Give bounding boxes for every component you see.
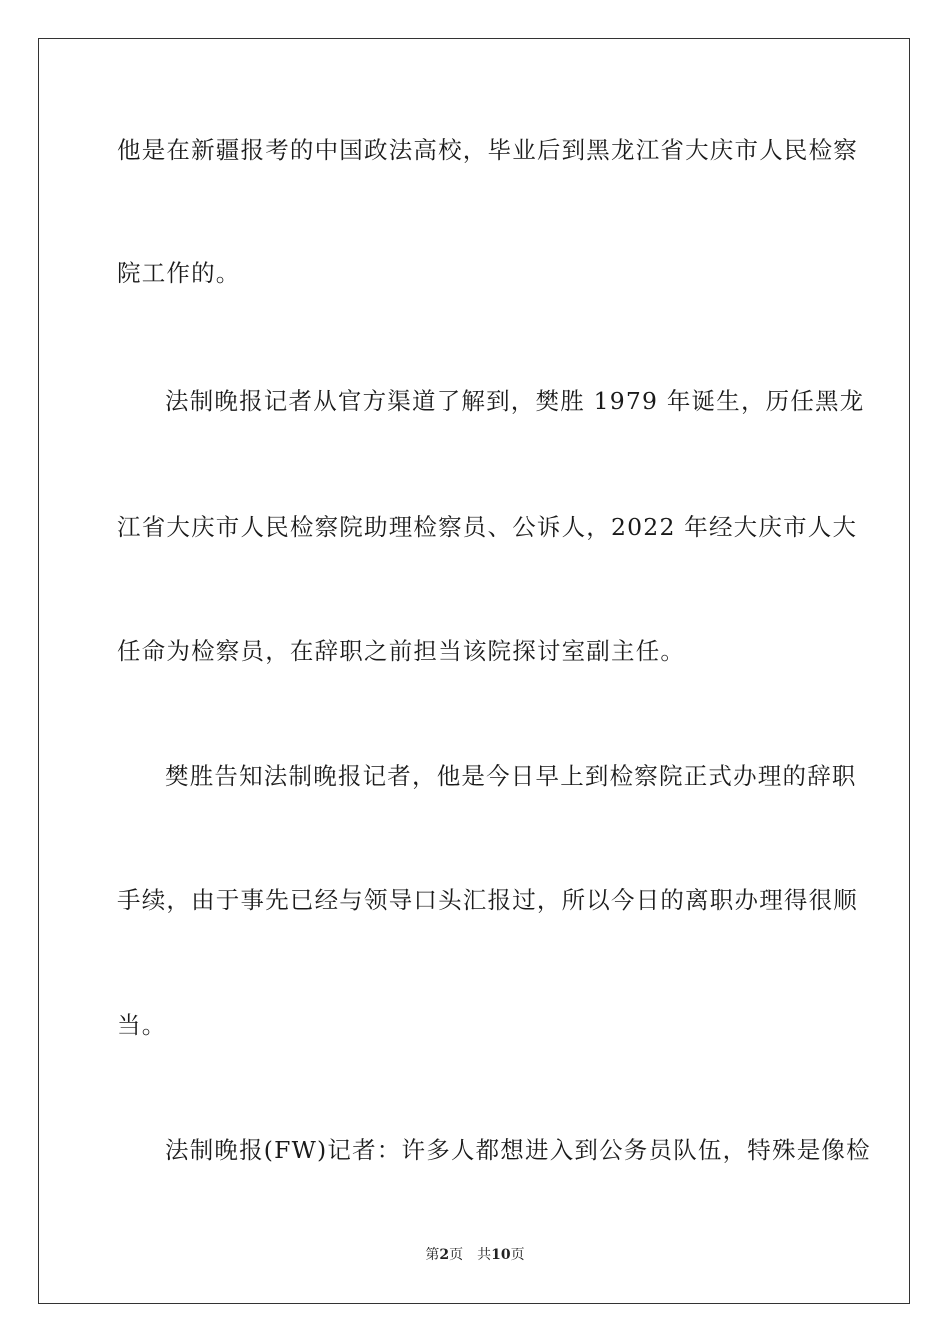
paragraph-2-line-2: 江省大庆市人民检察院助理检察员、公诉人，2022 年经大庆市人大 — [117, 513, 858, 541]
paragraph-2-line-1: 法制晚报记者从官方渠道了解到，樊胜 1979 年诞生，历任黑龙 — [165, 387, 865, 415]
footer-total-suffix: 页 — [510, 1247, 525, 1263]
paragraph-3-line-2: 手续，由于事先已经与领导口头汇报过，所以今日的离职办理得很顺 — [117, 886, 858, 914]
footer-page-prefix: 第 — [425, 1247, 440, 1263]
footer-page-number: 2 — [439, 1247, 450, 1263]
paragraph-3-line-1: 樊胜告知法制晚报记者，他是今日早上到检察院正式办理的辞职 — [165, 762, 857, 790]
footer-total-pages: 10 — [491, 1247, 511, 1263]
page-footer — [0, 1244, 950, 1264]
paragraph-1-line-2: 院工作的。 — [117, 259, 241, 287]
paragraph-2-line-3: 任命为检察员，在辞职之前担当该院探讨室副主任。 — [117, 637, 686, 665]
paragraph-1-line-1: 他是在新疆报考的中国政法高校，毕业后到黑龙江省大庆市人民检察 — [117, 136, 858, 164]
footer-total-prefix: 共 — [477, 1247, 492, 1263]
page-border — [38, 38, 910, 1304]
paragraph-4-line-1: 法制晚报(FW)记者：许多人都想进入到公务员队伍，特殊是像检 — [165, 1136, 871, 1164]
paragraph-3-line-3: 当。 — [117, 1011, 167, 1039]
footer-page-suffix: 页 — [449, 1247, 464, 1263]
